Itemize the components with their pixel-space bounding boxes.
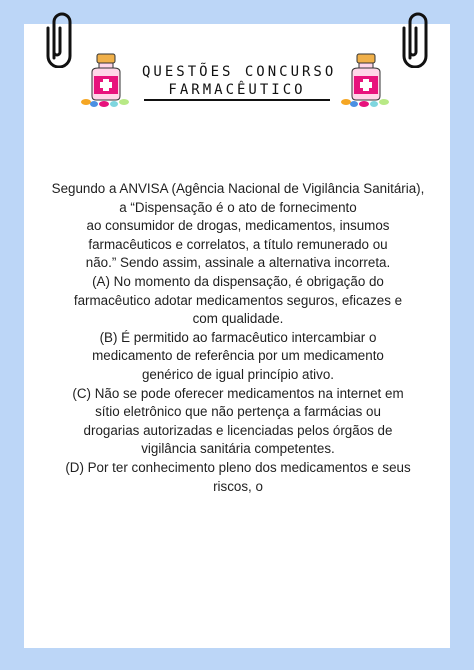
page-subtitle: FARMACÊUTICO <box>168 82 306 98</box>
text-line: farmacêuticos e correlatos, a título remunerado ou <box>88 236 388 252</box>
paperclip-icon <box>400 8 432 68</box>
text-line: medicamento de referência por um medicamento <box>92 348 384 364</box>
text-line: a “Dispensação é o ato de fornecimento <box>119 199 357 215</box>
option-c: (C) Não se pode oferecer medicamentos na internet em <box>72 385 404 401</box>
option-a: (A) No momento da dispensação, é obrigação do <box>92 273 384 289</box>
text-line: farmacêutico adotar medicamentos seguros, eficazes e <box>73 292 403 308</box>
text-line: sítio eletrônico que não pertença a farmácias ou <box>95 404 381 420</box>
text-line: ao consumidor de drogas, medicamentos, insumos <box>86 218 390 234</box>
text-line: vigilância sanitária competentes. <box>141 441 335 457</box>
medicine-bottle-icon <box>340 52 392 108</box>
page-title: QUESTÕES CONCURSO <box>142 64 337 80</box>
text-line: não.” Sendo assim, assinale a alternativa incorreta. <box>85 255 391 271</box>
paperclip-icon <box>44 8 76 68</box>
medicine-bottle-icon <box>80 52 132 108</box>
option-d: (D) Por ter conhecimento pleno dos medicamentos e seus <box>65 459 411 475</box>
title-underline <box>144 99 330 101</box>
option-b: (B) É permitido ao farmacêutico intercambiar o <box>99 329 377 345</box>
text-line: genérico de igual princípio ativo. <box>141 366 335 382</box>
question-text <box>44 180 432 496</box>
text-line: com qualidade. <box>192 311 284 327</box>
text-line: riscos, o <box>213 478 263 494</box>
text-line: drogarias autorizadas e licenciadas pelos órgãos de <box>83 422 393 438</box>
text-line: Segundo a ANVISA (Agência Nacional de Vigilância Sanitária), <box>51 181 425 196</box>
